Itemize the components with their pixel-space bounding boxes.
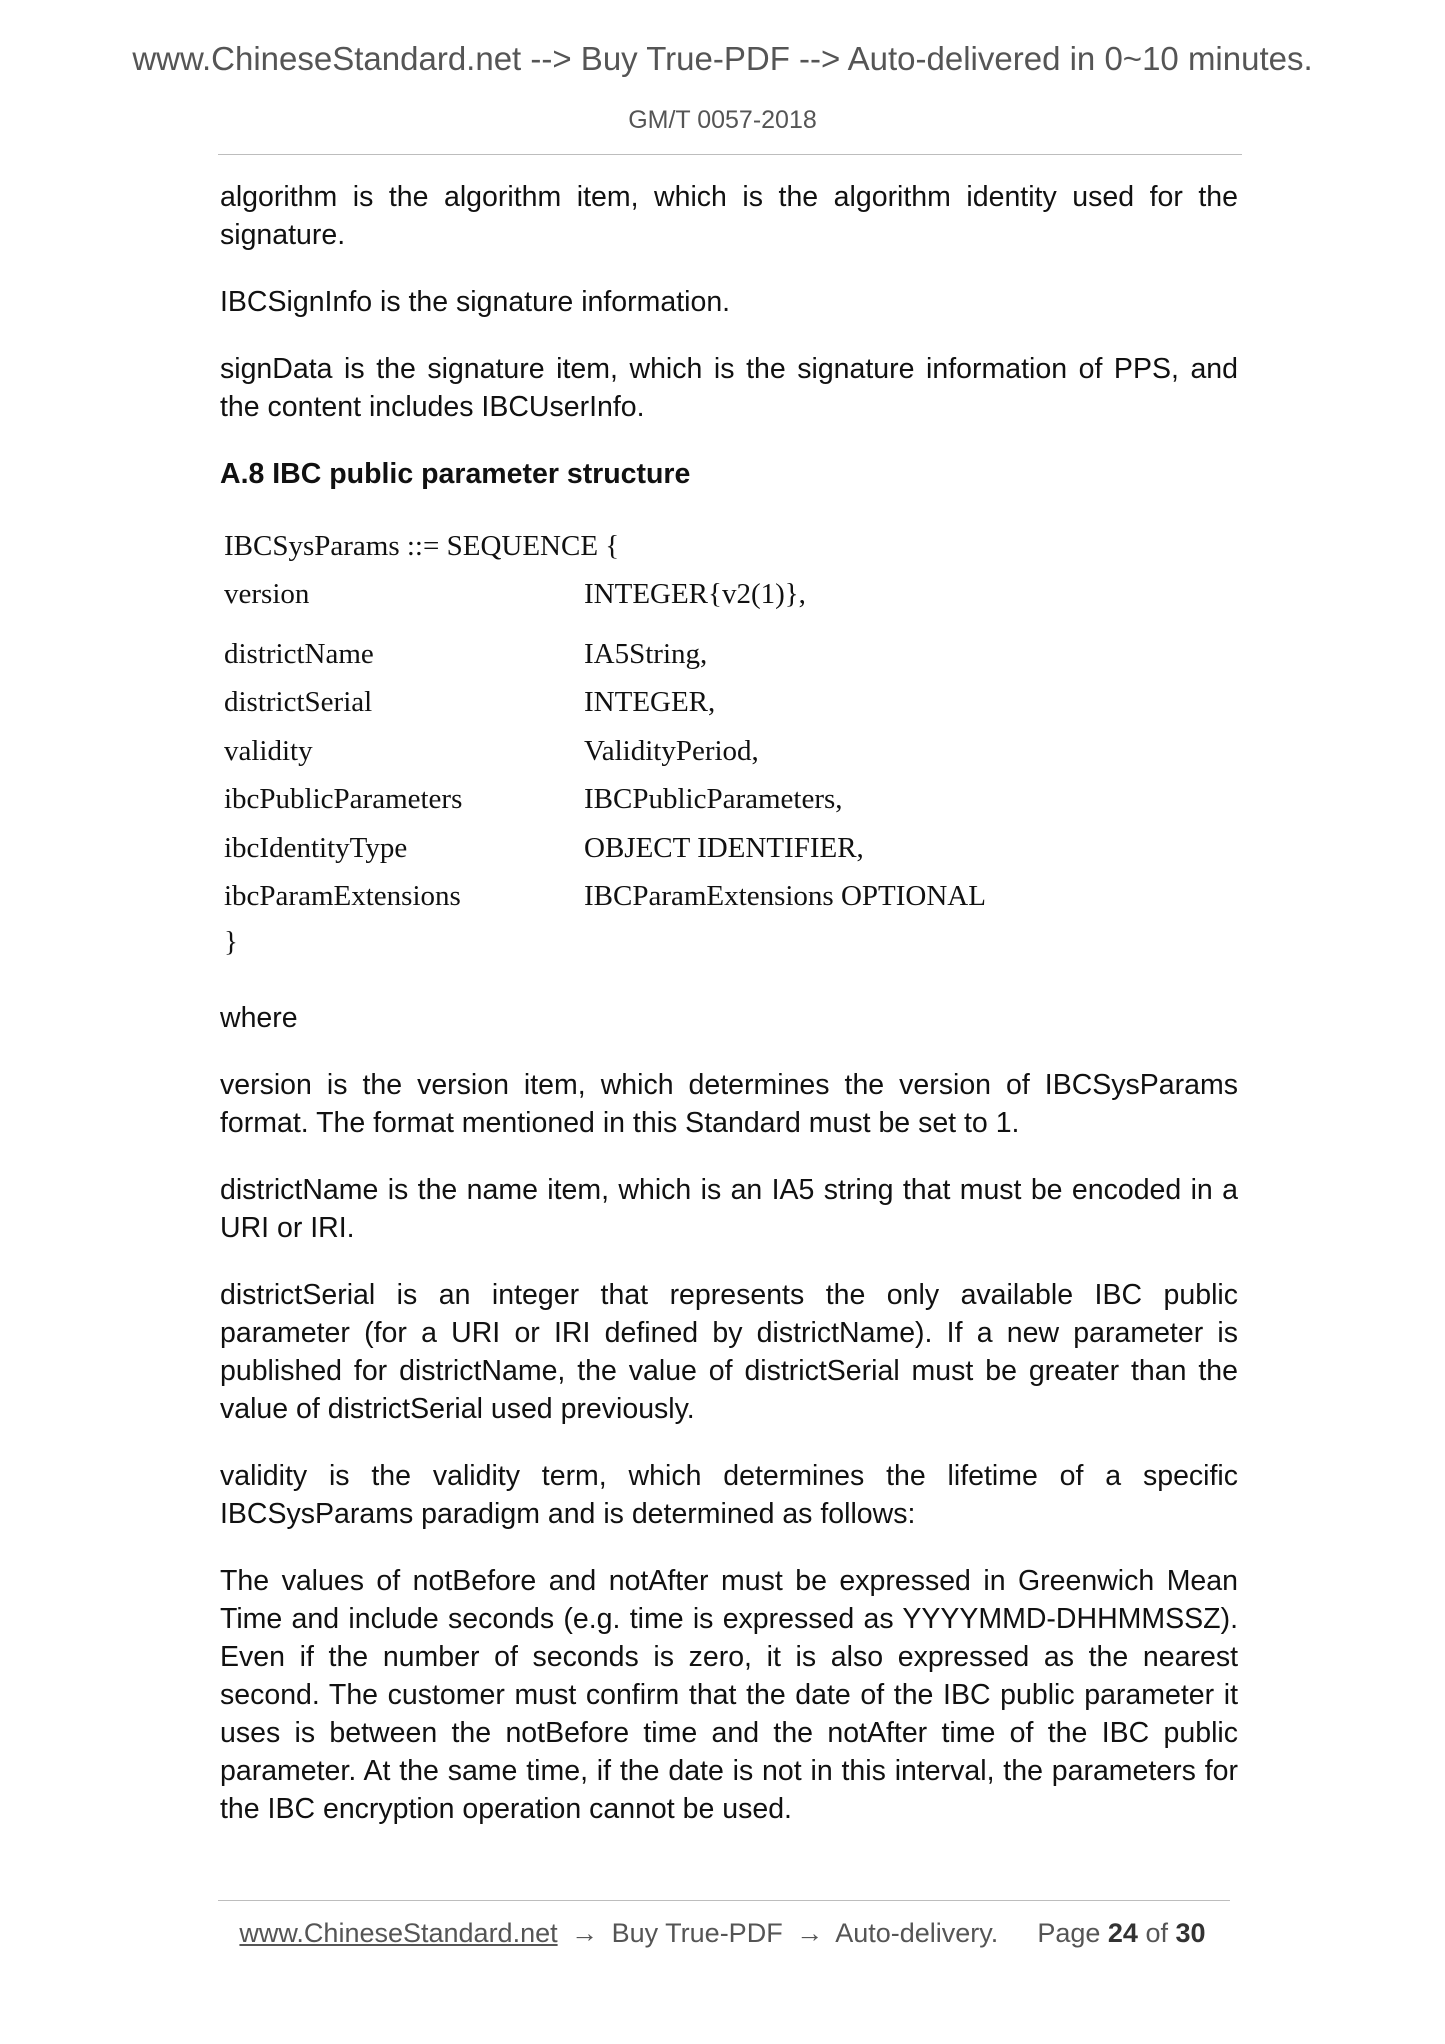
page-label: Page <box>1037 1918 1101 1948</box>
paragraph-notbefore-notafter: The values of notBefore and notAfter must be expressed in Greenwich Mean Time and include seconds (e.g. time is expressed as YYYYMMD-DHHMMSSZ). Even if the number of seconds is zero, it is also expressed as the nearest second. The customer must confirm that the date of the IBC public parameter it uses is between the notBefore time and the notAfter time of the IBC public parameter. At the same time, if the date is not in this interval, the parameters for the IBC encryption operation cannot be used. <box>220 1564 1238 1825</box>
footer-site-link[interactable]: www.ChineseStandard.net <box>239 1918 558 1948</box>
of-label: of <box>1145 1918 1168 1948</box>
document-number: GM/T 0057-2018 <box>628 106 817 134</box>
paragraph-validity: validity is the validity term, which determines the lifetime of a specific IBCSysParams paradigm and is determined as follows: <box>220 1459 1238 1530</box>
asn1-field-type: INTEGER{v2(1)}, <box>584 578 806 610</box>
asn1-field-name: ibcParamExtensions <box>224 880 461 912</box>
right-arrow-icon: → <box>571 1918 599 1948</box>
asn1-field-type: INTEGER, <box>584 686 716 718</box>
asn1-field-type: OBJECT IDENTIFIER, <box>584 831 864 864</box>
page-total: 30 <box>1175 1918 1206 1948</box>
paragraph-ibcsigninfo: IBCSignInfo is the signature information. <box>220 286 731 318</box>
paragraph-algorithm: algorithm is the algorithm item, which is the algorithm identity used for the signature. <box>220 181 1238 251</box>
asn1-field-row <box>224 630 1238 679</box>
asn1-field-type: ValidityPeriod, <box>584 734 759 767</box>
page-number: 24 <box>1107 1918 1138 1948</box>
header-divider <box>218 154 1242 155</box>
where-label: where <box>220 1001 298 1034</box>
section-heading: A.8 IBC public parameter structure <box>220 458 691 490</box>
paragraph-version: version is the version item, which determines the version of IBCSysParams format. The format mentioned in this Standard must be set to 1. <box>220 1068 1238 1139</box>
asn1-field-name: ibcPublicParameters <box>224 783 463 815</box>
asn1-definition <box>224 522 1238 963</box>
asn1-field-name: districtSerial <box>224 686 373 718</box>
asn1-field-name: version <box>224 578 310 610</box>
paragraph-districtserial: districtSerial is an integer that represents the only available IBC public parameter (for a URI or IRI defined by districtName). If a new parameter is published for districtName, the value of districtSerial must be greater than the value of districtSerial used previously. <box>220 1278 1238 1425</box>
page-footer <box>0 1918 1445 1949</box>
asn1-field-name: validity <box>224 734 313 767</box>
site-banner: www.ChineseStandard.net --> Buy True-PDF --> Auto-delivered in 0~10 minutes. <box>132 40 1313 77</box>
asn1-header: IBCSysParams ::= SEQUENCE { <box>224 530 620 562</box>
footer-buy-text: Buy True-PDF <box>611 1918 783 1948</box>
asn1-closing-brace: } <box>224 925 238 958</box>
asn1-field-name: ibcIdentityType <box>224 831 408 864</box>
asn1-field-row <box>224 678 1238 727</box>
paragraph-signdata: signData is the signature item, which is the signature information of PPS, and the content includes IBCUserInfo. <box>220 353 1238 423</box>
right-arrow-icon: → <box>796 1918 824 1948</box>
asn1-field-row <box>224 775 1238 824</box>
footer-divider <box>218 1900 1230 1901</box>
asn1-field-type: IBCPublicParameters, <box>584 783 843 815</box>
asn1-field-row <box>224 570 1238 619</box>
footer-delivery-text: Auto-delivery. <box>835 1918 999 1948</box>
asn1-field-type: IBCParamExtensions OPTIONAL <box>584 880 986 912</box>
asn1-field-row <box>224 872 1238 921</box>
asn1-field-row <box>224 824 1238 873</box>
page-content <box>220 178 1238 1857</box>
asn1-field-type: IA5String, <box>584 637 708 670</box>
asn1-field-name: districtName <box>224 637 374 670</box>
paragraph-districtname: districtName is the name item, which is an IA5 string that must be encoded in a URI or IRI. <box>220 1173 1238 1244</box>
asn1-field-row <box>224 727 1238 776</box>
